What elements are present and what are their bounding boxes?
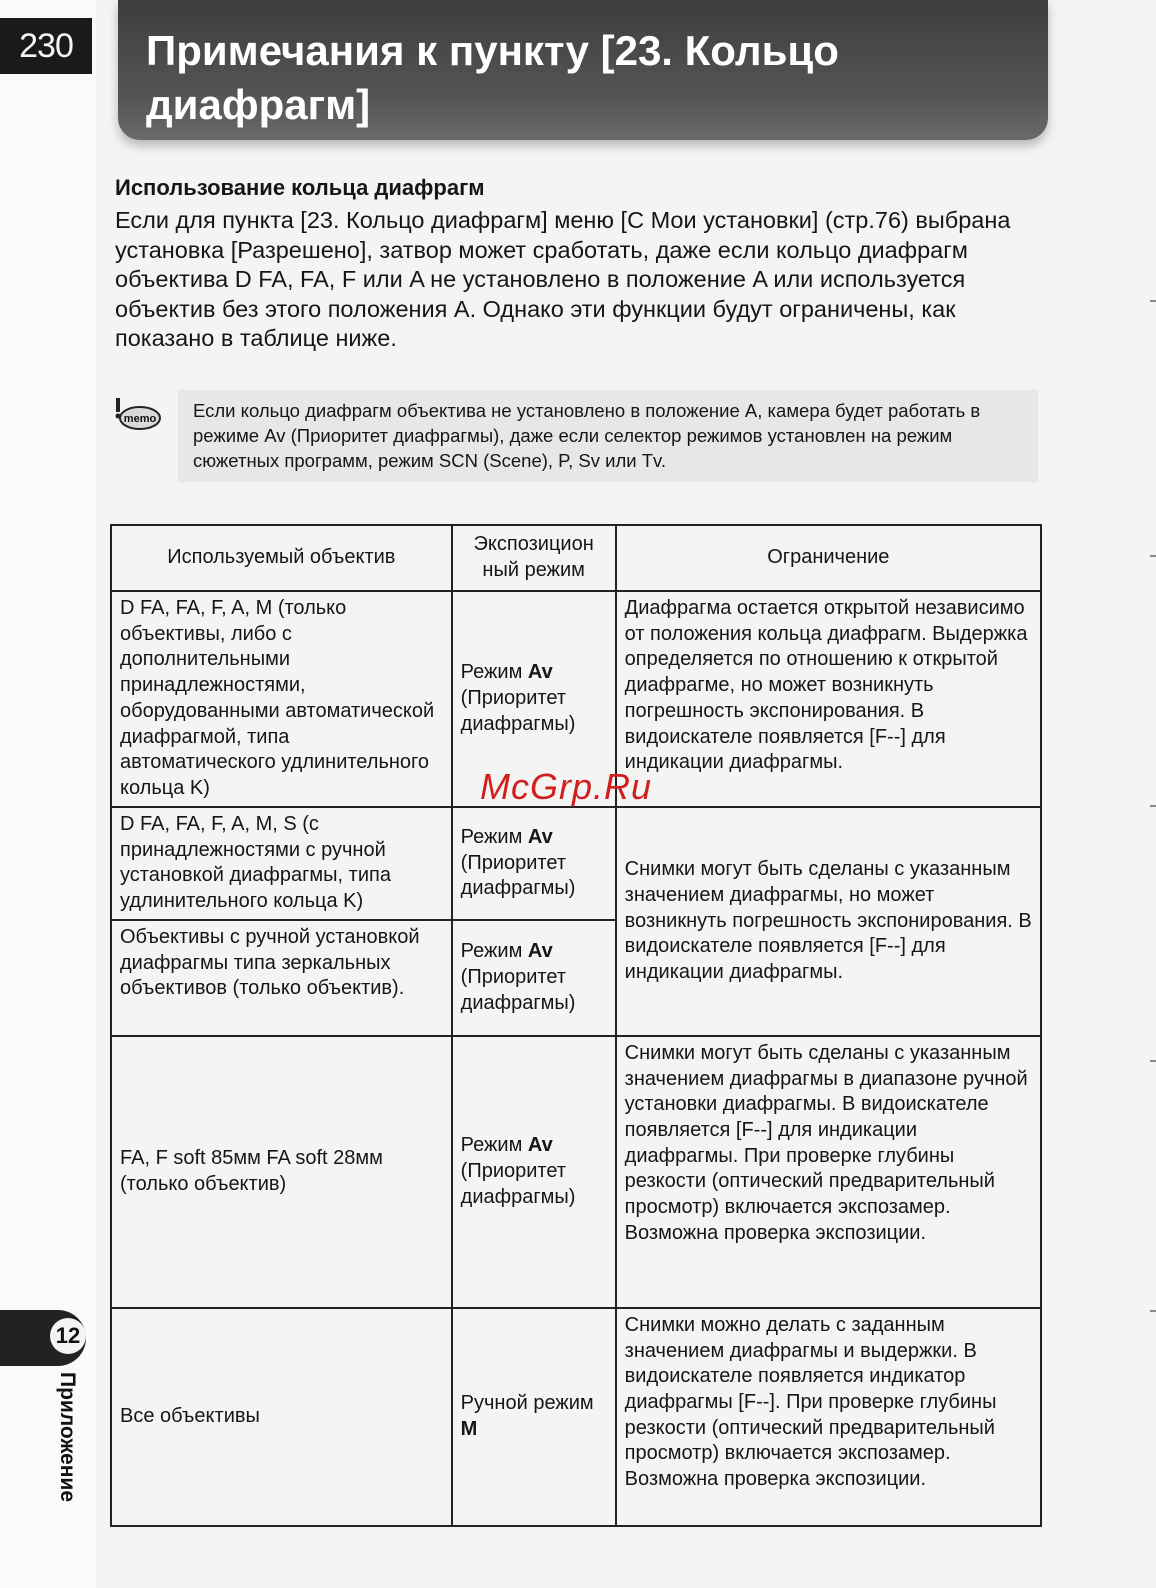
mode-description: (Приоритет диафрагмы) xyxy=(460,965,576,1014)
mode-code: Av xyxy=(527,940,553,963)
limitation-cell: Снимки могут быть сделаны с указанным значением диафрагмы в диапазоне ручной установки диафрагмы. В видоискателе появляется [F--] для индикации диафрагмы. При проверке глубины резкости (оптический предварительный просмотр) включается экспозамер. Возможна проверка экспозиции. xyxy=(616,1036,1041,1308)
limitations-table xyxy=(110,524,1042,1527)
mode-cell xyxy=(452,1308,616,1526)
mode-prefix: Режим xyxy=(460,1134,523,1157)
mode-code: M xyxy=(460,1417,478,1440)
mode-cell xyxy=(452,920,616,1036)
limitation-cell: Снимки можно делать с заданным значением диафрагмы и выдержки. В видоискателе появляется индикатор диафрагмы [F--]. При проверке глубины резкости (оптический предварительный просмотр) включается экспозамер. Возможна проверка экспозиции. xyxy=(616,1308,1041,1526)
chapter-number: 12 xyxy=(50,1318,86,1354)
mode-prefix: Ручной режим xyxy=(460,1392,594,1415)
mode-cell xyxy=(452,1036,616,1308)
lens-cell: Объективы с ручной установкой диафрагмы типа зеркальных объективов (только объектив). xyxy=(111,920,452,1036)
mode-prefix: Режим xyxy=(460,661,523,684)
mode-prefix: Режим xyxy=(460,825,523,848)
mode-description: (Приоритет диафрагмы) xyxy=(460,851,576,900)
page-number: 230 xyxy=(0,18,92,74)
watermark: McGrp.Ru xyxy=(480,766,653,807)
binding-tick xyxy=(1150,1310,1156,1312)
memo-icon xyxy=(110,394,162,434)
header-lens: Используемый объектив xyxy=(111,525,452,591)
mode-cell xyxy=(452,807,616,920)
table-row xyxy=(111,1036,1041,1308)
table-header-row xyxy=(111,525,1041,591)
header-limitation: Ограничение xyxy=(616,525,1041,591)
table-row xyxy=(111,807,1041,920)
lens-cell: FA, F soft 85мм FA soft 28мм (только объектив) xyxy=(111,1036,452,1308)
lens-cell: D FA, FA, F, A, M (только объективы, либо с дополнительными принадлежностями, оборудованными автоматической диафрагмой, типа автоматического удлинительного кольца K) xyxy=(111,591,452,807)
mode-code: Av xyxy=(527,825,553,848)
binding-tick xyxy=(1150,805,1156,807)
limitation-cell: Диафрагма остается открытой независимо от положения кольца диафрагм. Выдержка определяется по отношению к открытой диафрагме, но может возникнуть погрешность экспонирования. В видоискателе появляется [F--] для индикации диафрагмы. xyxy=(616,591,1041,807)
header-mode: Экспозицион ный режим xyxy=(452,525,616,591)
lens-cell: Все объективы xyxy=(111,1308,452,1526)
intro-paragraph: Если для пункта [23. Кольцо диафрагм] меню [C Мои установки] (стр.76) выбрана установка [Разрешено], затвор может сработать, даже если кольцо диафрагм объектива D FA, FA, F или A не установлено в положение A или используется объектив без этого положения A. Однако эти функции будут ограничены, как показано в таблице ниже. xyxy=(115,207,1011,351)
section-heading: Использование кольца диафрагм xyxy=(115,175,485,200)
binding-tick xyxy=(1150,300,1156,302)
page-title: Примечания к пункту [23. Кольцо диафрагм] xyxy=(146,27,839,128)
memo-icon-label: memo xyxy=(123,413,157,425)
limitation-cell: Снимки могут быть сделаны с указанным значением диафрагмы, но может возникнуть погрешность экспонирования. В видоискателе появляется [F--] для индикации диафрагмы. xyxy=(616,807,1041,1036)
binding-tick xyxy=(1150,555,1156,557)
mode-description: (Приоритет диафрагмы) xyxy=(460,1159,576,1208)
lens-cell: D FA, FA, F, A, M, S (с принадлежностями с ручной установкой диафрагмы, типа удлинительного кольца K) xyxy=(111,807,452,920)
mode-description: (Приоритет диафрагмы) xyxy=(460,687,576,735)
table-row xyxy=(111,1308,1041,1526)
mode-code: Av xyxy=(527,661,553,684)
mode-prefix: Режим xyxy=(460,940,523,963)
chapter-label: Приложение xyxy=(56,1372,79,1503)
mode-code: Av xyxy=(527,1134,553,1157)
binding-tick xyxy=(1150,1060,1156,1062)
memo-text: Если кольцо диафрагм объектива не установлено в положение A, камера будет работать в режиме Av (Приоритет диафрагмы), даже если селектор режимов установлен на режим сюжетных программ, режим SCN (Scene), P, Sv или Tv. xyxy=(193,400,981,471)
